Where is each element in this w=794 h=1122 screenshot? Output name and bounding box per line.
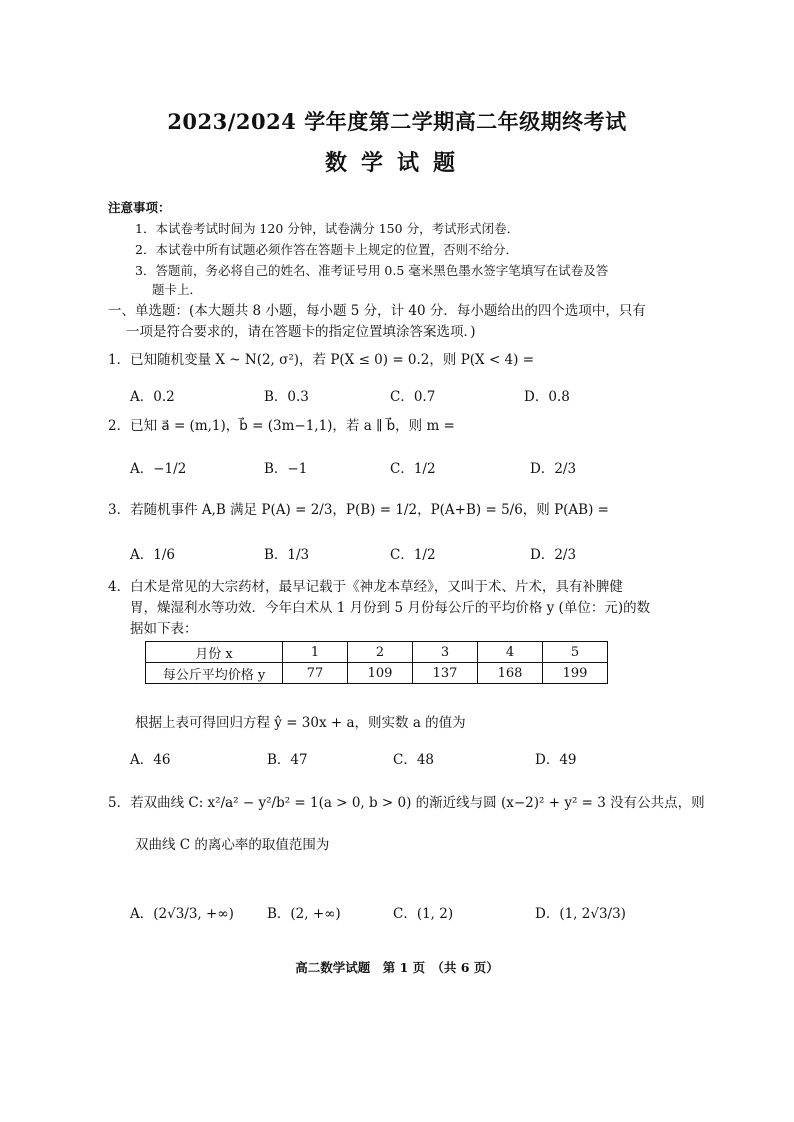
question-stem: 已知 a⃗ = (m,1)，b⃗ = (3m−1,1)，若 a ∥ b⃗，则 m = [130, 418, 455, 434]
question-stem: 若随机事件 A,B 满足 P(A) = 2/3，P(B) = 1/2，P(A+B) = 5/6，则 P(AB) = [130, 502, 609, 518]
table-cell: 137 [413, 663, 478, 684]
table-row-label: 每公斤平均价格 y [146, 663, 283, 684]
question-4-line2: 胃，燥湿利水等功效．今年白术从 1 月份到 5 月份每公斤的平均价格 y (单位：元)的数 [130, 600, 651, 616]
table-cell: 77 [283, 663, 348, 684]
table-cell: 168 [478, 663, 543, 684]
table-row [146, 642, 608, 663]
question-2 [108, 416, 455, 436]
table-cell: 109 [348, 663, 413, 684]
q1-option-a: A．0.2 [130, 389, 175, 405]
q1-option-b: B．0.3 [264, 389, 309, 405]
question-4-line3: 据如下表： [130, 621, 198, 637]
section-heading-line2: 一项是符合要求的，请在答题卡的指定位置填涂答案选项．) [126, 324, 476, 340]
q3-option-c: C．1/2 [390, 547, 436, 563]
question-stem: 若双曲线 C: x²/a² − y²/b² = 1(a > 0, b > 0) 的渐近线与圆 (x−2)² + y² = 3 没有公共点，则 [130, 795, 705, 811]
table-cell: 3 [413, 642, 478, 663]
q2-option-b: B．−1 [264, 461, 308, 477]
table-row [146, 663, 608, 684]
q5-option-b: B．(2, +∞) [267, 906, 341, 922]
question-4-line1 [108, 577, 623, 597]
question-number: 4． [108, 579, 131, 595]
notes-heading: 注意事项： [108, 200, 171, 215]
question-4-after: 根据上表可得回归方程 ŷ = 30x + a，则实数 a 的值为 [135, 715, 466, 731]
table-cell: 2 [348, 642, 413, 663]
section-heading-line1: 一、单选题：(本大题共 8 小题，每小题 5 分，计 40 分．每小题给出的四个选项中，只有 [108, 303, 646, 319]
q3-option-d: D．2/3 [530, 547, 577, 563]
table-cell: 1 [283, 642, 348, 663]
question-1 [108, 350, 534, 370]
question-5-line1 [108, 793, 705, 813]
q4-option-b: B．47 [267, 752, 308, 768]
exam-title: 2023/2024 学年度第二学期高二年级期终考试 [167, 109, 627, 134]
note-item-3: 3．答题前，务必将自己的姓名、准考证号用 0.5 毫米黑色墨水签字笔填写在试卷及答 [135, 263, 609, 278]
q2-option-d: D．2/3 [530, 461, 577, 477]
q1-option-d: D．0.8 [524, 389, 570, 405]
note-item-3-cont: 题卡上． [152, 282, 203, 297]
question-3 [108, 500, 609, 520]
question-number: 3． [108, 502, 131, 518]
question-number: 2． [108, 418, 131, 434]
q5-option-d: D．(1, 2√3/3) [535, 906, 626, 922]
question-stem: 白术是常见的大宗药材，最早记载于《神龙本草经》，又叫于术、片术，具有补脾健 [130, 579, 623, 595]
q2-option-a: A．−1/2 [130, 461, 187, 477]
table-row-label: 月份 x [146, 642, 283, 663]
q5-option-c: C．(1, 2) [393, 906, 454, 922]
question-stem: 已知随机变量 X ~ N(2, σ²)，若 P(X ≤ 0) = 0.2，则 P(X < 4) = [130, 352, 535, 368]
table-cell: 199 [543, 663, 608, 684]
question-number: 1． [108, 352, 131, 368]
question-5-line2: 双曲线 C 的离心率的取值范围为 [135, 837, 330, 853]
table-cell: 5 [543, 642, 608, 663]
table-cell: 4 [478, 642, 543, 663]
page-footer: 高二数学试题 第 1 页 （共 6 页） [295, 960, 499, 975]
q3-option-a: A．1/6 [130, 547, 175, 563]
note-item-1: 1．本试卷考试时间为 120 分钟，试卷满分 150 分，考试形式闭卷． [135, 221, 520, 236]
question-number: 5． [108, 795, 131, 811]
q4-option-a: A．46 [130, 752, 171, 768]
q4-option-d: D．49 [535, 752, 577, 768]
price-table [145, 641, 608, 684]
q3-option-b: B．1/3 [264, 547, 310, 563]
q4-option-c: C．48 [393, 752, 435, 768]
note-item-2: 2．本试卷中所有试题必须作答在答题卡上规定的位置，否则不给分． [135, 242, 518, 257]
q5-option-a: A．(2√3/3, +∞) [130, 906, 234, 922]
q2-option-c: C．1/2 [390, 461, 436, 477]
q1-option-c: C．0.7 [390, 389, 436, 405]
exam-subtitle: 数学试题 [324, 150, 469, 176]
